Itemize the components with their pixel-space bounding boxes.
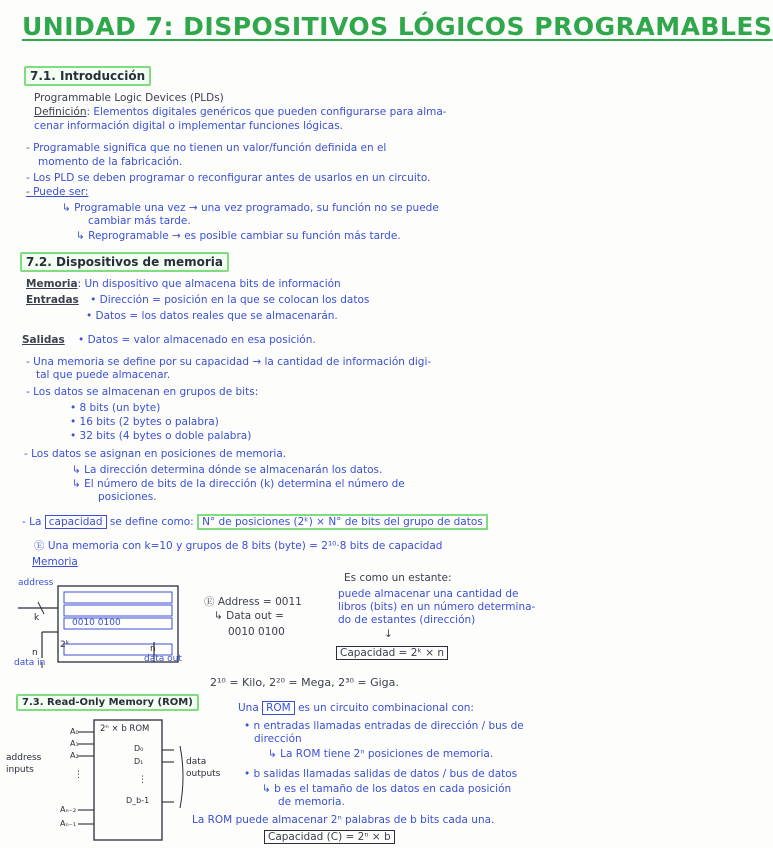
bullet-pld: - Los PLD se deben programar o reconfigurar antes de usarlos en un circuito. bbox=[26, 172, 431, 184]
posicion-direccion: ↳ La dirección determina dónde se almacenarán los datos. bbox=[72, 464, 383, 476]
pld-label: Programmable Logic Devices (PLDs) bbox=[34, 92, 224, 104]
estante-line-1: puede almacenar una cantidad de bbox=[338, 588, 519, 600]
capacidad-line bbox=[22, 516, 488, 528]
rom-posiciones: ↳ La ROM tiene 2ⁿ posiciones de memoria. bbox=[268, 748, 494, 760]
diagram-label: Memoria bbox=[32, 556, 78, 568]
rom-tamano-2: de memoria. bbox=[278, 796, 345, 808]
bullet-capacidad: - Una memoria se define por su capacidad → la cantidad de información digi- bbox=[26, 356, 432, 368]
section-heading-memoria: 7.2. Dispositivos de memoria bbox=[20, 252, 229, 272]
posicion-bits: ↳ El número de bits de la dirección (k) determina el número de bbox=[72, 478, 405, 490]
memoria-line bbox=[26, 278, 341, 290]
rom-data-outputs: data outputs bbox=[186, 757, 221, 779]
option-programable-una-vez: ↳ Programable una vez → una vez programado, su función no se puede bbox=[62, 202, 439, 214]
rom-a2: A₂ bbox=[70, 751, 79, 760]
estante-title: Es como un estante: bbox=[344, 572, 452, 584]
salidas-label: Salidas bbox=[22, 334, 65, 346]
entradas-label: Entradas bbox=[26, 294, 79, 306]
diagram-k-label: k bbox=[34, 613, 40, 623]
diagram-data-in: data in bbox=[14, 658, 46, 668]
page-title: UNIDAD 7: DISPOSITIVOS LÓGICOS PROGRAMABLES bbox=[22, 12, 773, 41]
memoria-text: : Un dispositivo que almacena bits de información bbox=[77, 278, 341, 290]
posicion-bits-2: posiciones. bbox=[98, 491, 157, 503]
rom-def-post: es un circuito combinacional con: bbox=[298, 702, 474, 714]
rom-db1: D_b-1 bbox=[126, 796, 150, 805]
estante-line-3: do de estantes (dirección) bbox=[338, 614, 476, 626]
rom-palabras: La ROM puede almacenar 2ⁿ palabras de b bits cada una. bbox=[192, 814, 495, 826]
rom-address-inputs: address inputs bbox=[6, 753, 42, 775]
rom-d-dots: ⋮ bbox=[138, 775, 147, 785]
capacidad-pre: - La bbox=[22, 516, 42, 528]
rom-an1: Aₙ₋₁ bbox=[60, 819, 77, 828]
bullet-programable-2: momento de la fabricación. bbox=[38, 156, 183, 168]
diagram-2k-label: 2ᵏ bbox=[60, 640, 70, 650]
rom-a1: A₁ bbox=[70, 739, 79, 748]
capacidad-equation: Capacidad = 2ᵏ × n bbox=[336, 646, 448, 660]
capacidad-formula: N° de posiciones (2ᵏ) × N° de bits del grupo de datos bbox=[197, 514, 488, 530]
rom-def-pre: Una bbox=[238, 702, 259, 714]
example-data-out-value: 0010 0100 bbox=[228, 626, 285, 638]
memoria-label: Memoria bbox=[26, 278, 78, 290]
bullet-posiciones: - Los datos se asignan en posiciones de memoria. bbox=[24, 448, 287, 460]
rom-a-dots: ⋮ bbox=[74, 770, 83, 780]
definition-text-2: cenar información digital o implementar funciones lógicas. bbox=[34, 120, 344, 132]
bullet-grupos: - Los datos se almacenan en grupos de bits: bbox=[26, 386, 259, 398]
example-data-out: ↳ Data out = bbox=[214, 610, 284, 622]
option-programable-una-vez-2: cambiar más tarde. bbox=[88, 215, 191, 227]
rom-tamano: ↳ b es el tamaño de los datos en cada posición bbox=[262, 783, 512, 795]
bullet-puede-ser: - Puede ser: bbox=[26, 186, 89, 198]
diagram-n-out: n bbox=[150, 644, 156, 654]
bullet-capacidad-2: tal que puede almacenar. bbox=[36, 369, 171, 381]
section-heading-rom: 7.3. Read-Only Memory (ROM) bbox=[16, 694, 199, 711]
rom-d0: D₀ bbox=[134, 744, 144, 753]
memory-row bbox=[64, 592, 172, 603]
section-heading-introduccion: 7.1. Introducción bbox=[24, 66, 151, 86]
example-capacidad: Ⓔ Una memoria con k=10 y grupos de 8 bits (byte) = 2¹⁰·8 bits de capacidad bbox=[34, 540, 443, 552]
rom-def-line bbox=[238, 702, 474, 714]
definition-label: Definición bbox=[34, 106, 87, 118]
capacidad-word: capacidad bbox=[45, 515, 107, 529]
memory-row bbox=[64, 605, 172, 616]
estante-arrow: ↓ bbox=[384, 628, 393, 640]
rom-def-word: ROM bbox=[262, 701, 295, 715]
salidas-line bbox=[22, 334, 316, 346]
rom-entradas: • n entradas llamadas entradas de dirección / bus de bbox=[244, 720, 524, 732]
definition-line bbox=[34, 106, 447, 118]
rom-an2: Aₙ₋₂ bbox=[60, 805, 77, 814]
rom-block bbox=[94, 720, 162, 840]
bullet-programable: - Programable significa que no tienen un valor/función definida en el bbox=[26, 142, 387, 154]
diagram-n-in: n bbox=[32, 648, 38, 658]
capacidad-mid: se define como: bbox=[109, 516, 194, 528]
entrada-direccion: • Dirección = posición en la que se colocan los datos bbox=[90, 294, 370, 306]
rom-capacidad: Capacidad (C) = 2ⁿ × b bbox=[264, 830, 395, 844]
definition-text: : Elementos digitales genéricos que pueden configurarse para alma- bbox=[86, 106, 447, 118]
rom-a0: A₀ bbox=[70, 727, 79, 736]
entrada-datos: • Datos = los datos reales que se almacenarán. bbox=[86, 310, 338, 322]
option-reprogramable: ↳ Reprogramable → es posible cambiar su función más tarde. bbox=[76, 230, 401, 242]
diagram-data-out: data out bbox=[144, 654, 182, 664]
estante-line-2: libros (bits) en un número determina- bbox=[338, 601, 536, 613]
rom-entradas-2: dirección bbox=[254, 733, 302, 745]
diagram-cell-value: 0010 0100 bbox=[72, 618, 121, 628]
diagram-address-label: address bbox=[18, 578, 54, 588]
example-address: Ⓔ Address = 0011 bbox=[204, 596, 302, 608]
rom-d1: D₁ bbox=[134, 757, 144, 766]
units-line: 2¹⁰ = Kilo, 2²⁰ = Mega, 2³⁰ = Giga. bbox=[210, 676, 399, 689]
entradas-line bbox=[26, 294, 369, 306]
grupo-8-bits: • 8 bits (un byte) bbox=[70, 402, 161, 414]
rom-salidas: • b salidas llamadas salidas de datos / bus de datos bbox=[244, 768, 518, 780]
grupo-16-bits: • 16 bits (2 bytes o palabra) bbox=[70, 416, 219, 428]
salida-datos: • Datos = valor almacenado en esa posición. bbox=[78, 334, 316, 346]
grupo-32-bits: • 32 bits (4 bytes o doble palabra) bbox=[70, 430, 252, 442]
rom-title: 2ⁿ × b ROM bbox=[100, 724, 150, 734]
